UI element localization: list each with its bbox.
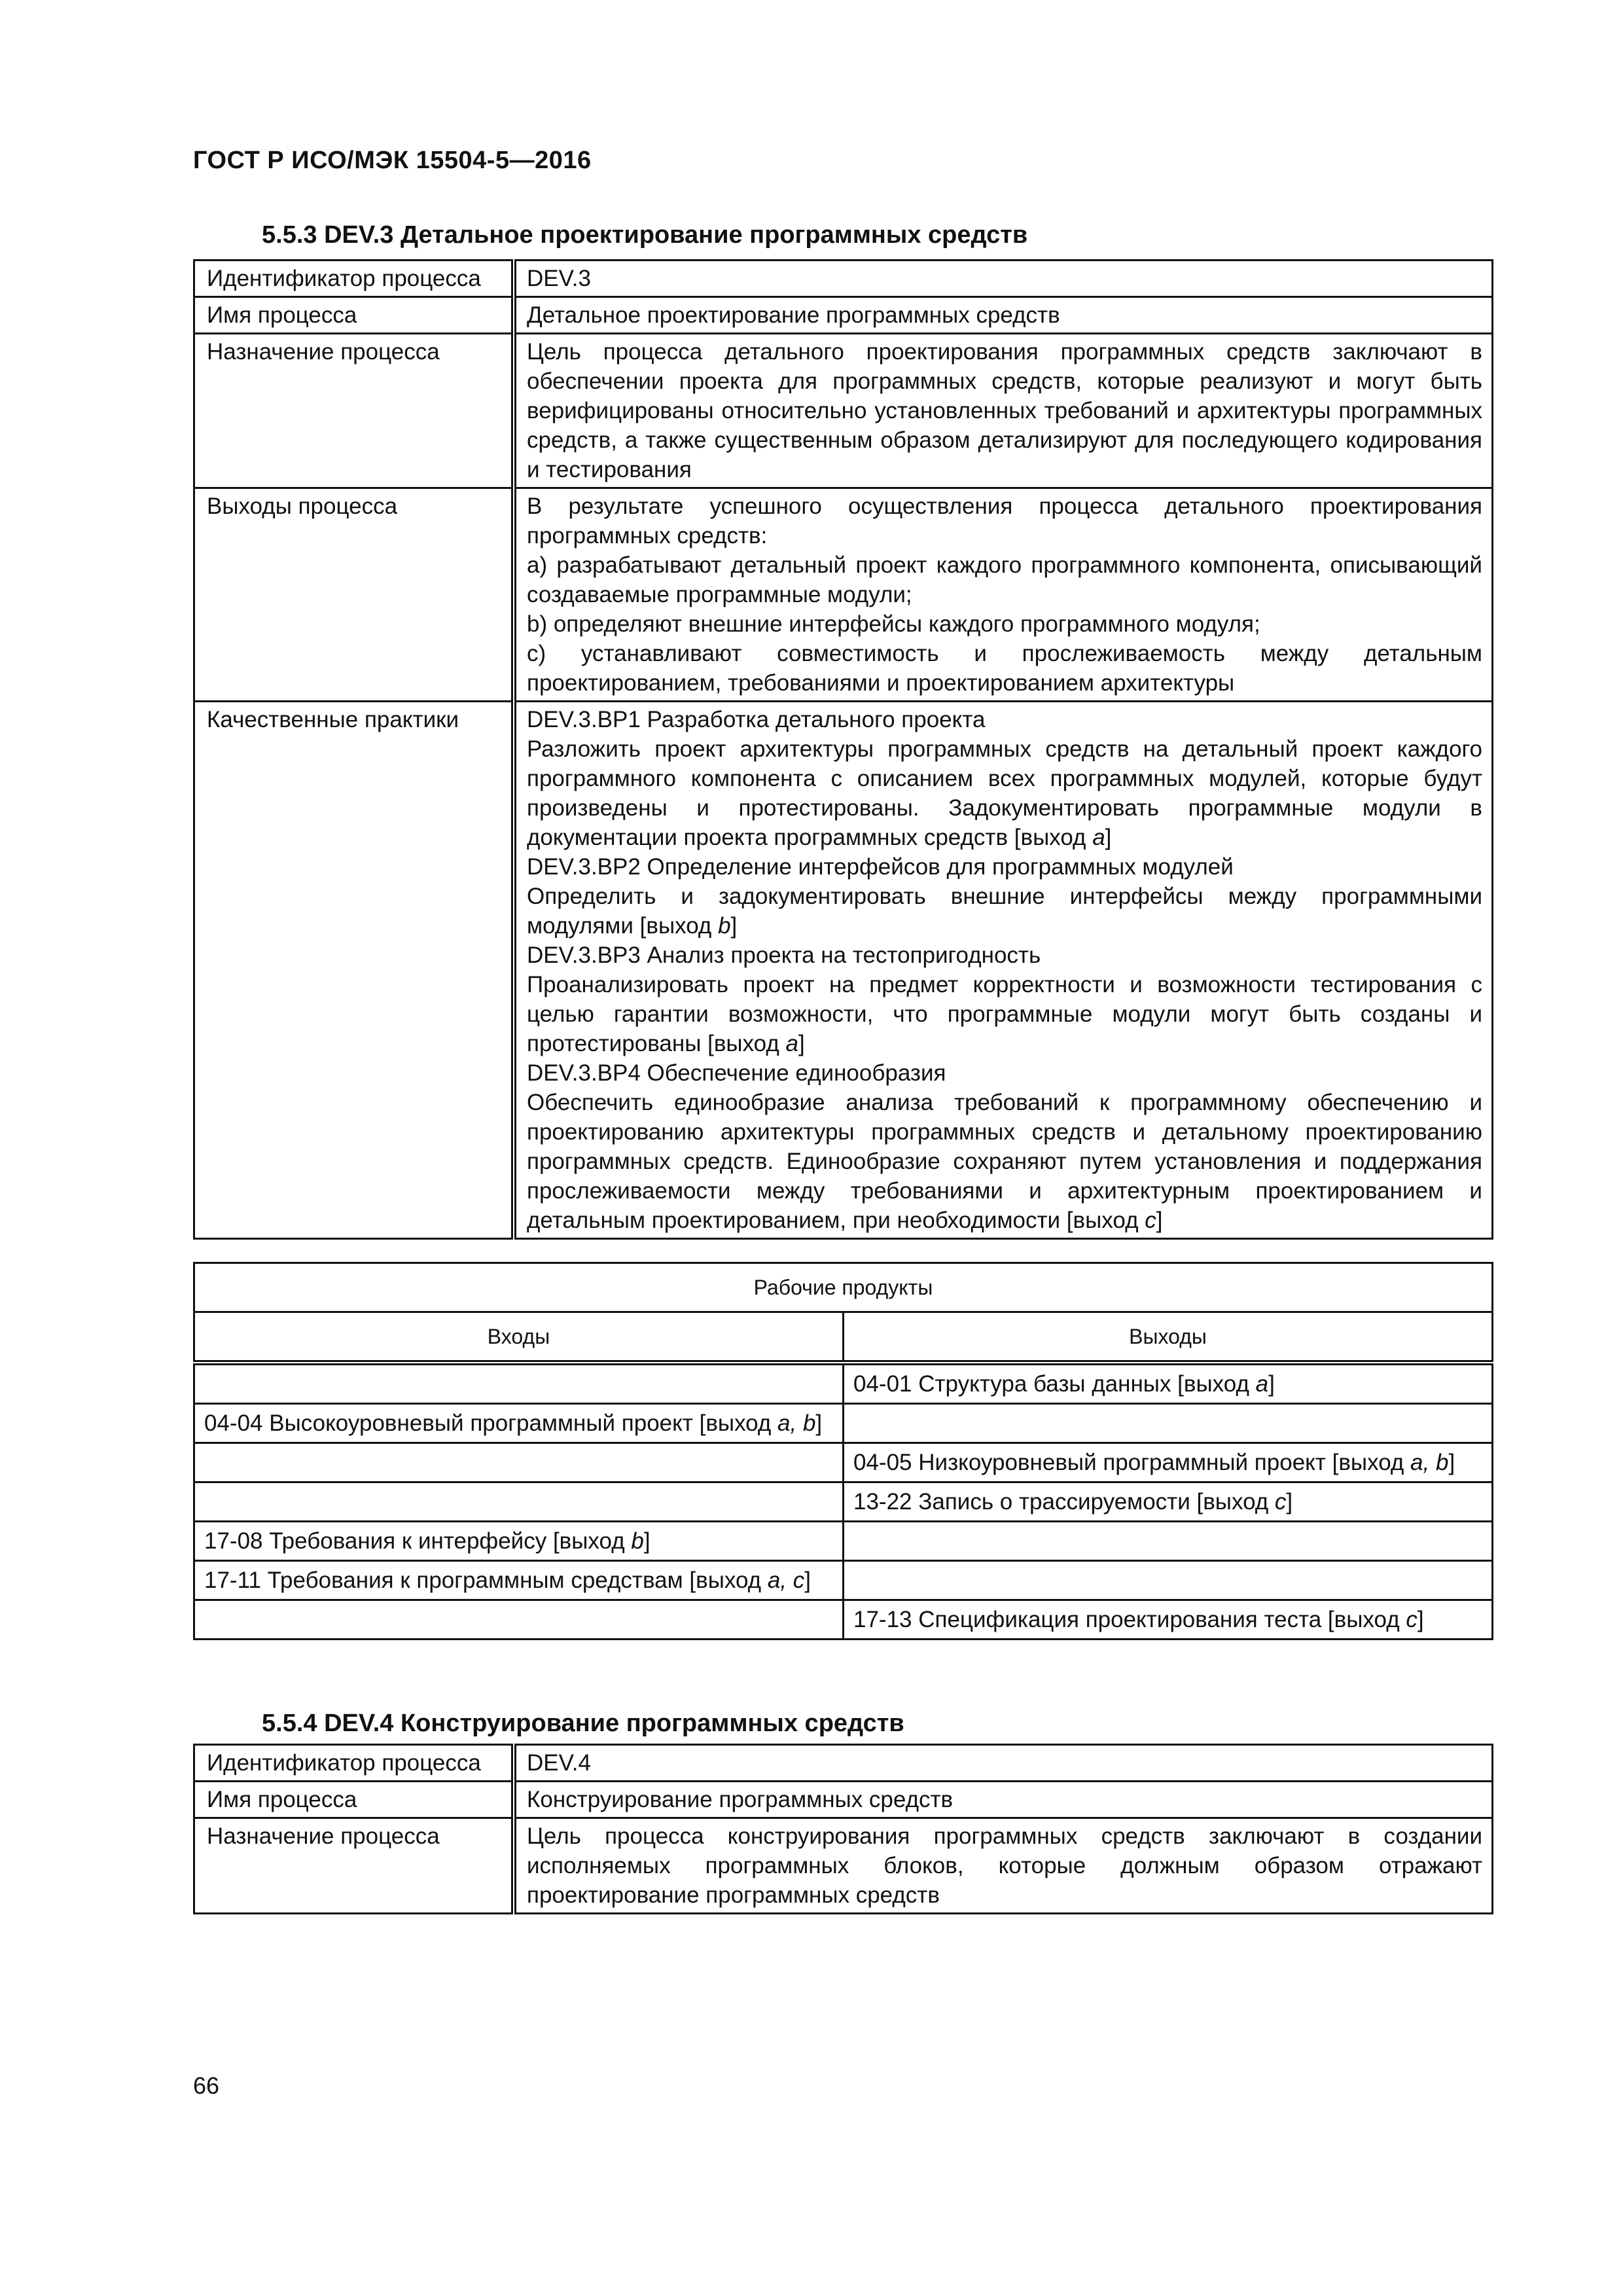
process-id-label: Идентификатор процесса <box>194 1745 514 1782</box>
inputs-header: Входы <box>194 1312 844 1363</box>
input-cell <box>194 1482 844 1522</box>
table-row <box>194 1404 1493 1443</box>
table-row <box>194 260 1493 297</box>
output-cell: 04-05 Низкоуровневый программный проект [выход a, b] <box>844 1443 1493 1482</box>
input-cell: 17-11 Требования к программным средствам [выход a, c] <box>194 1561 844 1600</box>
bp4-title: DEV.3.BP4 Обеспечение единообразия <box>527 1060 946 1086</box>
input-cell: 04-04 Высокоуровневый программный проект [выход a, b] <box>194 1404 844 1443</box>
work-products-header: Рабочие продукты <box>194 1263 1493 1312</box>
work-products-table <box>193 1262 1493 1640</box>
table-row <box>194 334 1493 488</box>
input-cell: 17-08 Требования к интерфейсу [выход b] <box>194 1522 844 1561</box>
process-name-value: Детальное проектирование программных средств <box>514 297 1493 334</box>
process-name-value: Конструирование программных средств <box>514 1782 1493 1818</box>
process-outcomes-value <box>514 488 1493 702</box>
input-cell <box>194 1443 844 1482</box>
output-cell: 13-22 Запись о трассируемости [выход c] <box>844 1482 1493 1522</box>
process-id-label: Идентификатор процесса <box>194 260 514 297</box>
table-row <box>194 1600 1493 1640</box>
input-cell <box>194 1600 844 1640</box>
outcome-a: a) разрабатывают детальный проект каждого программного компонента, описывающий создаваемые программные модули; <box>527 552 1482 607</box>
table-row <box>194 1782 1493 1818</box>
base-practices-label: Качественные практики <box>194 702 514 1239</box>
section-title-dev3: 5.5.3 DEV.3 Детальное проектирование программных средств <box>262 221 1028 249</box>
table-row <box>194 1312 1493 1363</box>
page-number: 66 <box>193 2072 220 2099</box>
table-row <box>194 1482 1493 1522</box>
table-row <box>194 1443 1493 1482</box>
dev4-process-table <box>193 1744 1493 1914</box>
bp3-text: Проанализировать проект на предмет корректности и возможности тестирования с целью гарантии возможности, что программные модули могут быть созданы и протестированы [выход a] <box>527 972 1482 1056</box>
outcomes-intro: В результате успешного осуществления процесса детального проектирования программных средств: <box>527 493 1482 548</box>
outcome-c: c) устанавливают совместимость и прослеживаемость между детальным проектированием, требованиями и проектированием архитектуры <box>527 641 1482 696</box>
output-cell: 04-01 Структура базы данных [выход a] <box>844 1363 1493 1404</box>
table-row <box>194 1818 1493 1914</box>
process-id-value: DEV.4 <box>514 1745 1493 1782</box>
table-row <box>194 297 1493 334</box>
bp2-title: DEV.3.BP2 Определение интерфейсов для программных модулей <box>527 854 1234 880</box>
process-purpose-value: Цель процесса конструирования программных средств заключают в создании исполняемых программных блоков, которые должным образом отражают проектирование программных средств <box>514 1818 1493 1914</box>
process-id-value: DEV.3 <box>514 260 1493 297</box>
table-row <box>194 1561 1493 1600</box>
process-purpose-label: Назначение процесса <box>194 1818 514 1914</box>
outputs-header: Выходы <box>844 1312 1493 1363</box>
output-cell <box>844 1404 1493 1443</box>
table-row <box>194 488 1493 702</box>
dev3-process-table <box>193 259 1493 1240</box>
process-name-label: Имя процесса <box>194 297 514 334</box>
table-row <box>194 1745 1493 1782</box>
process-purpose-value: Цель процесса детального проектирования программных средств заключают в обеспечении проекта для программных средств, которые реализуют и могут быть верифицированы относительно установленных требований и архитектуры программных средств, а также существенным образом детализируют для последующего кодирования и тестирования <box>514 334 1493 488</box>
work-products-body <box>194 1363 1493 1640</box>
bp1-text: Разложить проект архитектуры программных средств на детальный проект каждого программного компонента с описанием всех программных модулей, которые будут произведены и протестированы. Задокументировать программные модули в документации проекта программных средств [выход a] <box>527 736 1482 850</box>
output-cell: 17-13 Спецификация проектирования теста [выход c] <box>844 1600 1493 1640</box>
outcome-b: b) определяют внешние интерфейсы каждого программного модуля; <box>527 611 1260 637</box>
process-purpose-label: Назначение процесса <box>194 334 514 488</box>
process-name-label: Имя процесса <box>194 1782 514 1818</box>
section-title-dev4: 5.5.4 DEV.4 Конструирование программных средств <box>262 1710 904 1737</box>
table-row <box>194 1522 1493 1561</box>
input-cell <box>194 1363 844 1404</box>
base-practices-value <box>514 702 1493 1239</box>
output-cell <box>844 1561 1493 1600</box>
table-row <box>194 702 1493 1239</box>
bp2-text: Определить и задокументировать внешние интерфейсы между программными модулями [выход b] <box>527 884 1482 939</box>
process-outcomes-label: Выходы процесса <box>194 488 514 702</box>
bp3-title: DEV.3.BP3 Анализ проекта на тестопригодность <box>527 942 1041 968</box>
table-row <box>194 1263 1493 1312</box>
table-row <box>194 1363 1493 1404</box>
bp1-title: DEV.3.BP1 Разработка детального проекта <box>527 707 986 732</box>
output-cell <box>844 1522 1493 1561</box>
bp4-text: Обеспечить единообразие анализа требований к программному обеспечению и проектированию архитектуры программных средств и детальному проектированию программных средств. Единообразие сохраняют путем установления и поддержания прослеживаемости между требованиями и архитектурным проектированием и детальным проектированием, при необходимости [выход c] <box>527 1090 1482 1233</box>
standard-header: ГОСТ Р ИСО/МЭК 15504-5—2016 <box>193 147 592 174</box>
